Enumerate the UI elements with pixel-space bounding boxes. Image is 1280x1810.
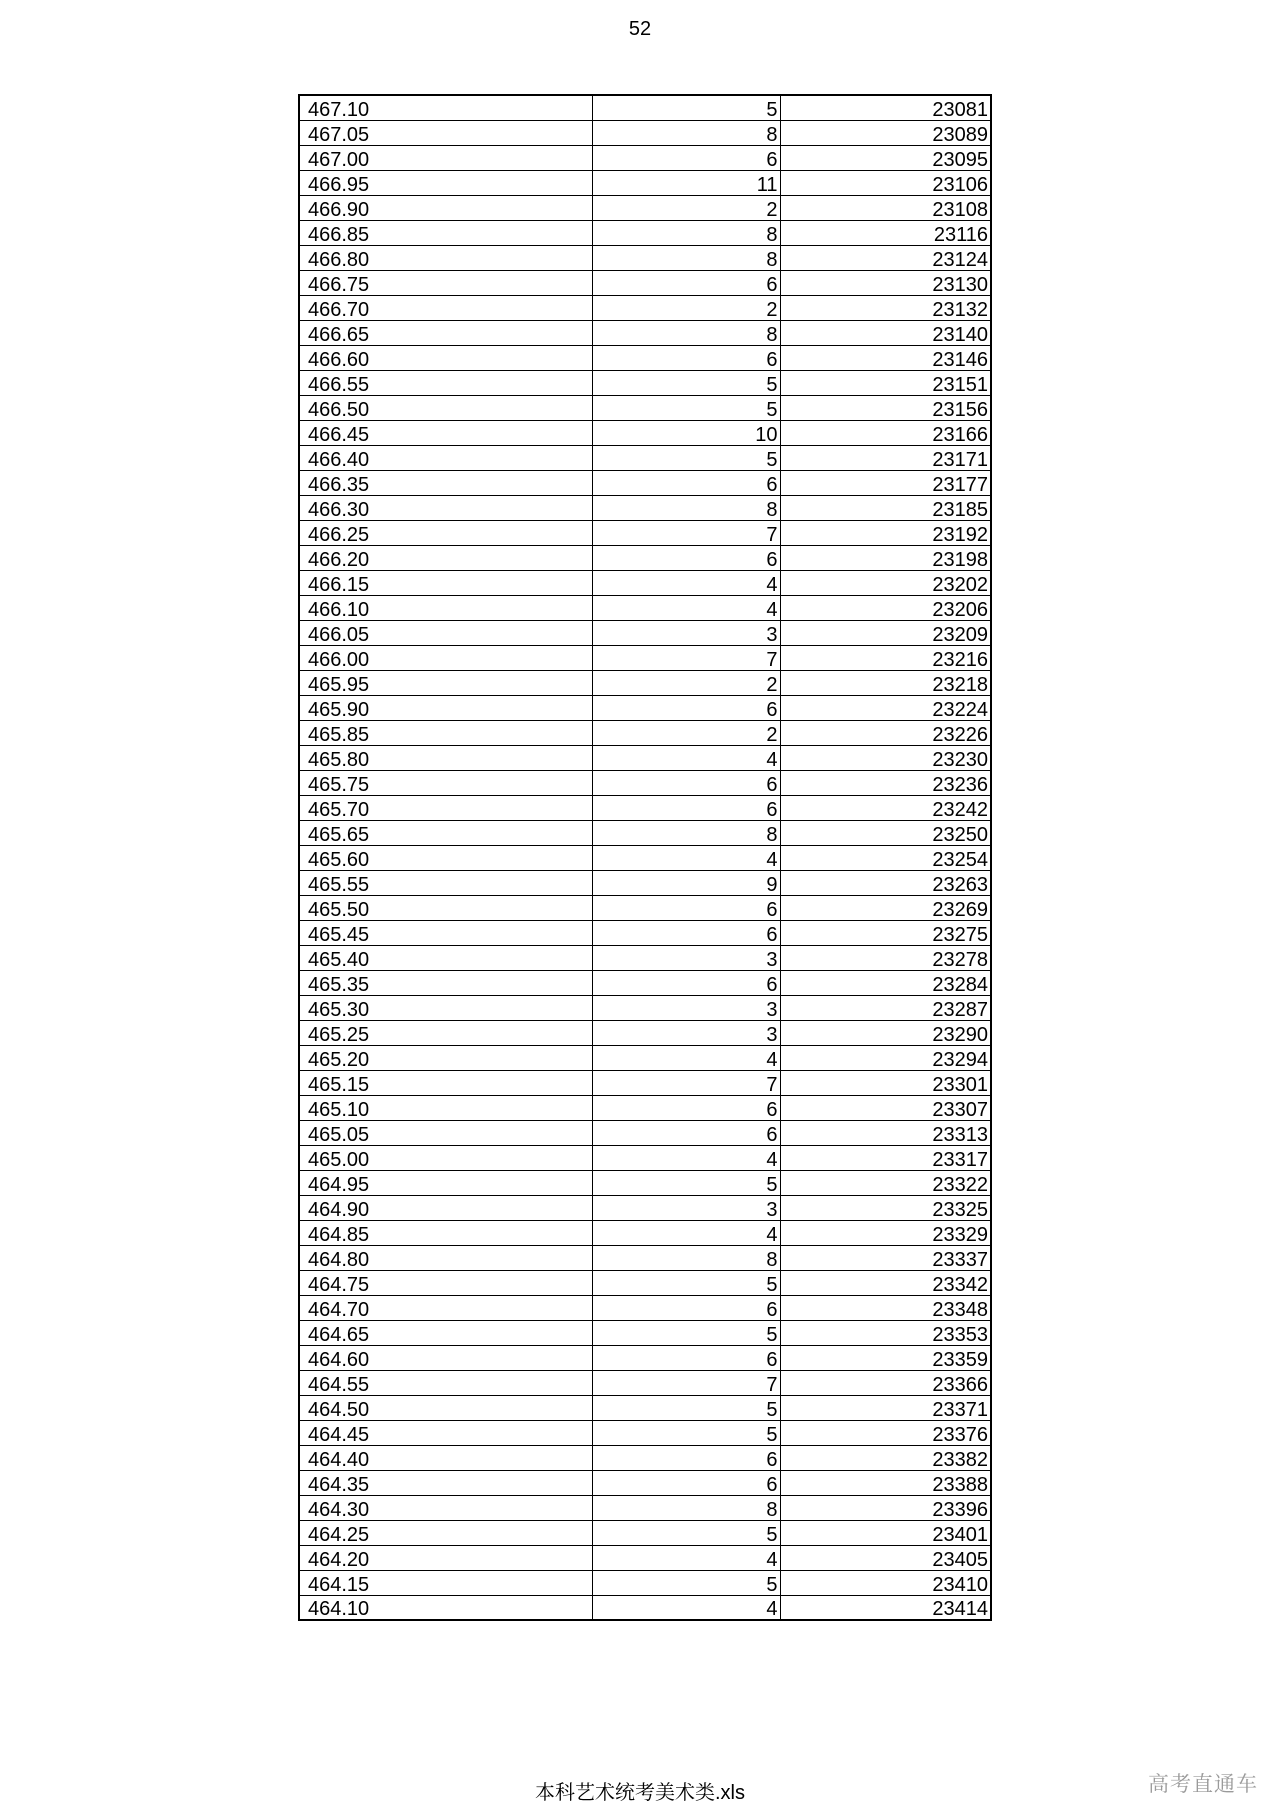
cumulative-cell: 23278 — [780, 945, 991, 970]
cumulative-cell: 23146 — [780, 345, 991, 370]
count-cell: 6 — [592, 1445, 780, 1470]
score-table-body — [299, 95, 991, 1620]
score-cell: 466.00 — [299, 645, 592, 670]
score-cell: 467.05 — [299, 120, 592, 145]
cumulative-cell: 23294 — [780, 1045, 991, 1070]
cumulative-cell: 23095 — [780, 145, 991, 170]
cumulative-cell: 23226 — [780, 720, 991, 745]
count-cell: 2 — [592, 670, 780, 695]
count-cell: 3 — [592, 1020, 780, 1045]
cumulative-cell: 23156 — [780, 395, 991, 420]
count-cell: 6 — [592, 270, 780, 295]
count-cell: 6 — [592, 1120, 780, 1145]
table-row — [299, 1120, 991, 1145]
score-table — [298, 94, 992, 1621]
score-cell: 466.75 — [299, 270, 592, 295]
score-cell: 465.75 — [299, 770, 592, 795]
cumulative-cell: 23388 — [780, 1470, 991, 1495]
score-cell: 466.70 — [299, 295, 592, 320]
table-row — [299, 1545, 991, 1570]
table-row — [299, 420, 991, 445]
cumulative-cell: 23224 — [780, 695, 991, 720]
count-cell: 3 — [592, 995, 780, 1020]
count-cell: 6 — [592, 1345, 780, 1370]
table-row — [299, 870, 991, 895]
score-cell: 465.85 — [299, 720, 592, 745]
cumulative-cell: 23287 — [780, 995, 991, 1020]
count-cell: 4 — [592, 745, 780, 770]
score-cell: 465.45 — [299, 920, 592, 945]
count-cell: 2 — [592, 195, 780, 220]
count-cell: 8 — [592, 120, 780, 145]
count-cell: 3 — [592, 620, 780, 645]
table-row — [299, 770, 991, 795]
score-cell: 464.20 — [299, 1545, 592, 1570]
cumulative-cell: 23116 — [780, 220, 991, 245]
score-cell: 466.60 — [299, 345, 592, 370]
cumulative-cell: 23230 — [780, 745, 991, 770]
score-cell: 464.10 — [299, 1595, 592, 1620]
table-row — [299, 1595, 991, 1620]
cumulative-cell: 23140 — [780, 320, 991, 345]
cumulative-cell: 23275 — [780, 920, 991, 945]
score-cell: 465.15 — [299, 1070, 592, 1095]
score-cell: 465.35 — [299, 970, 592, 995]
count-cell: 5 — [592, 1270, 780, 1295]
table-row — [299, 995, 991, 1020]
cumulative-cell: 23108 — [780, 195, 991, 220]
score-cell: 464.95 — [299, 1170, 592, 1195]
count-cell: 6 — [592, 1295, 780, 1320]
cumulative-cell: 23209 — [780, 620, 991, 645]
table-row — [299, 1470, 991, 1495]
count-cell: 6 — [592, 1470, 780, 1495]
score-cell: 466.90 — [299, 195, 592, 220]
table-row — [299, 195, 991, 220]
cumulative-cell: 23132 — [780, 295, 991, 320]
score-cell: 466.20 — [299, 545, 592, 570]
cumulative-cell: 23313 — [780, 1120, 991, 1145]
count-cell: 6 — [592, 545, 780, 570]
count-cell: 6 — [592, 145, 780, 170]
watermark: 高考直通车 — [1148, 1773, 1258, 1796]
cumulative-cell: 23171 — [780, 445, 991, 470]
table-row — [299, 1395, 991, 1420]
cumulative-cell: 23218 — [780, 670, 991, 695]
cumulative-cell: 23151 — [780, 370, 991, 395]
count-cell: 5 — [592, 1170, 780, 1195]
cumulative-cell: 23371 — [780, 1395, 991, 1420]
footer-filename: 本科艺术统考美术类.xls — [535, 1782, 745, 1804]
count-cell: 5 — [592, 370, 780, 395]
score-cell: 464.80 — [299, 1245, 592, 1270]
table-row — [299, 1520, 991, 1545]
score-cell: 464.65 — [299, 1320, 592, 1345]
table-row — [299, 1295, 991, 1320]
score-cell: 467.10 — [299, 95, 592, 120]
score-cell: 467.00 — [299, 145, 592, 170]
score-cell: 464.25 — [299, 1520, 592, 1545]
score-cell: 465.55 — [299, 870, 592, 895]
count-cell: 7 — [592, 520, 780, 545]
score-cell: 465.95 — [299, 670, 592, 695]
table-row — [299, 270, 991, 295]
cumulative-cell: 23202 — [780, 570, 991, 595]
count-cell: 6 — [592, 1095, 780, 1120]
score-cell: 466.85 — [299, 220, 592, 245]
count-cell: 2 — [592, 295, 780, 320]
score-cell: 465.30 — [299, 995, 592, 1020]
cumulative-cell: 23405 — [780, 1545, 991, 1570]
table-row — [299, 1145, 991, 1170]
count-cell: 11 — [592, 170, 780, 195]
count-cell: 5 — [592, 1570, 780, 1595]
score-cell: 465.80 — [299, 745, 592, 770]
score-cell: 464.90 — [299, 1195, 592, 1220]
count-cell: 6 — [592, 895, 780, 920]
count-cell: 5 — [592, 395, 780, 420]
table-row — [299, 820, 991, 845]
cumulative-cell: 23353 — [780, 1320, 991, 1345]
cumulative-cell: 23269 — [780, 895, 991, 920]
score-cell: 464.45 — [299, 1420, 592, 1445]
score-cell: 466.15 — [299, 570, 592, 595]
table-row — [299, 495, 991, 520]
cumulative-cell: 23198 — [780, 545, 991, 570]
score-cell: 466.30 — [299, 495, 592, 520]
score-cell: 466.35 — [299, 470, 592, 495]
cumulative-cell: 23366 — [780, 1370, 991, 1395]
score-cell: 465.60 — [299, 845, 592, 870]
count-cell: 8 — [592, 1245, 780, 1270]
score-cell: 465.25 — [299, 1020, 592, 1045]
score-cell: 464.75 — [299, 1270, 592, 1295]
count-cell: 10 — [592, 420, 780, 445]
table-row — [299, 370, 991, 395]
count-cell: 4 — [592, 845, 780, 870]
cumulative-cell: 23216 — [780, 645, 991, 670]
score-cell: 466.45 — [299, 420, 592, 445]
table-row — [299, 320, 991, 345]
table-row — [299, 145, 991, 170]
score-cell: 464.85 — [299, 1220, 592, 1245]
count-cell: 8 — [592, 1495, 780, 1520]
cumulative-cell: 23290 — [780, 1020, 991, 1045]
score-cell: 465.10 — [299, 1095, 592, 1120]
cumulative-cell: 23177 — [780, 470, 991, 495]
count-cell: 6 — [592, 770, 780, 795]
cumulative-cell: 23382 — [780, 1445, 991, 1470]
cumulative-cell: 23396 — [780, 1495, 991, 1520]
table-row — [299, 795, 991, 820]
table-row — [299, 1270, 991, 1295]
table-row — [299, 1095, 991, 1120]
count-cell: 6 — [592, 345, 780, 370]
count-cell: 8 — [592, 820, 780, 845]
table-row — [299, 595, 991, 620]
count-cell: 7 — [592, 1070, 780, 1095]
count-cell: 4 — [592, 1045, 780, 1070]
cumulative-cell: 23106 — [780, 170, 991, 195]
count-cell: 5 — [592, 1320, 780, 1345]
cumulative-cell: 23263 — [780, 870, 991, 895]
table-row — [299, 1320, 991, 1345]
cumulative-cell: 23192 — [780, 520, 991, 545]
count-cell: 8 — [592, 220, 780, 245]
cumulative-cell: 23329 — [780, 1220, 991, 1245]
table-row — [299, 745, 991, 770]
table-row — [299, 1195, 991, 1220]
count-cell: 6 — [592, 920, 780, 945]
count-cell: 7 — [592, 645, 780, 670]
count-cell: 4 — [592, 1545, 780, 1570]
table-row — [299, 1495, 991, 1520]
table-row — [299, 1420, 991, 1445]
table-row — [299, 545, 991, 570]
cumulative-cell: 23185 — [780, 495, 991, 520]
table-row — [299, 1170, 991, 1195]
table-row — [299, 1220, 991, 1245]
table-row — [299, 695, 991, 720]
score-cell: 466.50 — [299, 395, 592, 420]
score-cell: 465.40 — [299, 945, 592, 970]
table-row — [299, 1245, 991, 1270]
count-cell: 5 — [592, 95, 780, 120]
count-cell: 4 — [592, 595, 780, 620]
score-cell: 466.10 — [299, 595, 592, 620]
cumulative-cell: 23342 — [780, 1270, 991, 1295]
score-cell: 464.50 — [299, 1395, 592, 1420]
cumulative-cell: 23242 — [780, 795, 991, 820]
count-cell: 6 — [592, 970, 780, 995]
table-row — [299, 920, 991, 945]
table-row — [299, 395, 991, 420]
table-row — [299, 895, 991, 920]
cumulative-cell: 23359 — [780, 1345, 991, 1370]
score-cell: 464.35 — [299, 1470, 592, 1495]
count-cell: 5 — [592, 445, 780, 470]
cumulative-cell: 23317 — [780, 1145, 991, 1170]
table-row — [299, 120, 991, 145]
cumulative-cell: 23307 — [780, 1095, 991, 1120]
score-cell: 466.05 — [299, 620, 592, 645]
cumulative-cell: 23089 — [780, 120, 991, 145]
cumulative-cell: 23254 — [780, 845, 991, 870]
count-cell: 7 — [592, 1370, 780, 1395]
count-cell: 8 — [592, 245, 780, 270]
table-row — [299, 220, 991, 245]
score-cell: 466.95 — [299, 170, 592, 195]
table-row — [299, 845, 991, 870]
count-cell: 8 — [592, 320, 780, 345]
cumulative-cell: 23348 — [780, 1295, 991, 1320]
count-cell: 3 — [592, 945, 780, 970]
score-cell: 464.15 — [299, 1570, 592, 1595]
cumulative-cell: 23414 — [780, 1595, 991, 1620]
count-cell: 6 — [592, 470, 780, 495]
table-row — [299, 1370, 991, 1395]
count-cell: 4 — [592, 1145, 780, 1170]
score-cell: 466.40 — [299, 445, 592, 470]
count-cell: 2 — [592, 720, 780, 745]
page-number: 52 — [628, 18, 652, 40]
table-row — [299, 470, 991, 495]
score-cell: 464.55 — [299, 1370, 592, 1395]
score-cell: 465.05 — [299, 1120, 592, 1145]
cumulative-cell: 23337 — [780, 1245, 991, 1270]
score-cell: 465.70 — [299, 795, 592, 820]
cumulative-cell: 23236 — [780, 770, 991, 795]
cumulative-cell: 23325 — [780, 1195, 991, 1220]
table-row — [299, 720, 991, 745]
cumulative-cell: 23124 — [780, 245, 991, 270]
count-cell: 4 — [592, 1595, 780, 1620]
table-row — [299, 1070, 991, 1095]
score-cell: 466.80 — [299, 245, 592, 270]
table-row — [299, 970, 991, 995]
cumulative-cell: 23401 — [780, 1520, 991, 1545]
score-cell: 464.60 — [299, 1345, 592, 1370]
score-cell: 465.90 — [299, 695, 592, 720]
cumulative-cell: 23130 — [780, 270, 991, 295]
table-row — [299, 1445, 991, 1470]
score-cell: 465.00 — [299, 1145, 592, 1170]
table-row — [299, 170, 991, 195]
score-cell: 464.70 — [299, 1295, 592, 1320]
cumulative-cell: 23376 — [780, 1420, 991, 1445]
table-row — [299, 95, 991, 120]
cumulative-cell: 23166 — [780, 420, 991, 445]
count-cell: 4 — [592, 570, 780, 595]
cumulative-cell: 23284 — [780, 970, 991, 995]
score-cell: 464.30 — [299, 1495, 592, 1520]
table-row — [299, 945, 991, 970]
table-row — [299, 445, 991, 470]
count-cell: 3 — [592, 1195, 780, 1220]
cumulative-cell: 23206 — [780, 595, 991, 620]
score-cell: 464.40 — [299, 1445, 592, 1470]
table-row — [299, 645, 991, 670]
score-cell: 465.20 — [299, 1045, 592, 1070]
table-row — [299, 520, 991, 545]
cumulative-cell: 23410 — [780, 1570, 991, 1595]
table-row — [299, 1045, 991, 1070]
table-row — [299, 245, 991, 270]
table-row — [299, 670, 991, 695]
count-cell: 8 — [592, 495, 780, 520]
score-cell: 465.50 — [299, 895, 592, 920]
count-cell: 6 — [592, 695, 780, 720]
score-cell: 465.65 — [299, 820, 592, 845]
cumulative-cell: 23301 — [780, 1070, 991, 1095]
count-cell: 5 — [592, 1520, 780, 1545]
count-cell: 5 — [592, 1420, 780, 1445]
table-row — [299, 570, 991, 595]
table-row — [299, 620, 991, 645]
cumulative-cell: 23322 — [780, 1170, 991, 1195]
table-row — [299, 1345, 991, 1370]
score-cell: 466.55 — [299, 370, 592, 395]
table-row — [299, 295, 991, 320]
table-row — [299, 1020, 991, 1045]
table-row — [299, 345, 991, 370]
score-cell: 466.65 — [299, 320, 592, 345]
cumulative-cell: 23081 — [780, 95, 991, 120]
count-cell: 9 — [592, 870, 780, 895]
count-cell: 5 — [592, 1395, 780, 1420]
table-row — [299, 1570, 991, 1595]
cumulative-cell: 23250 — [780, 820, 991, 845]
count-cell: 4 — [592, 1220, 780, 1245]
score-cell: 466.25 — [299, 520, 592, 545]
count-cell: 6 — [592, 795, 780, 820]
